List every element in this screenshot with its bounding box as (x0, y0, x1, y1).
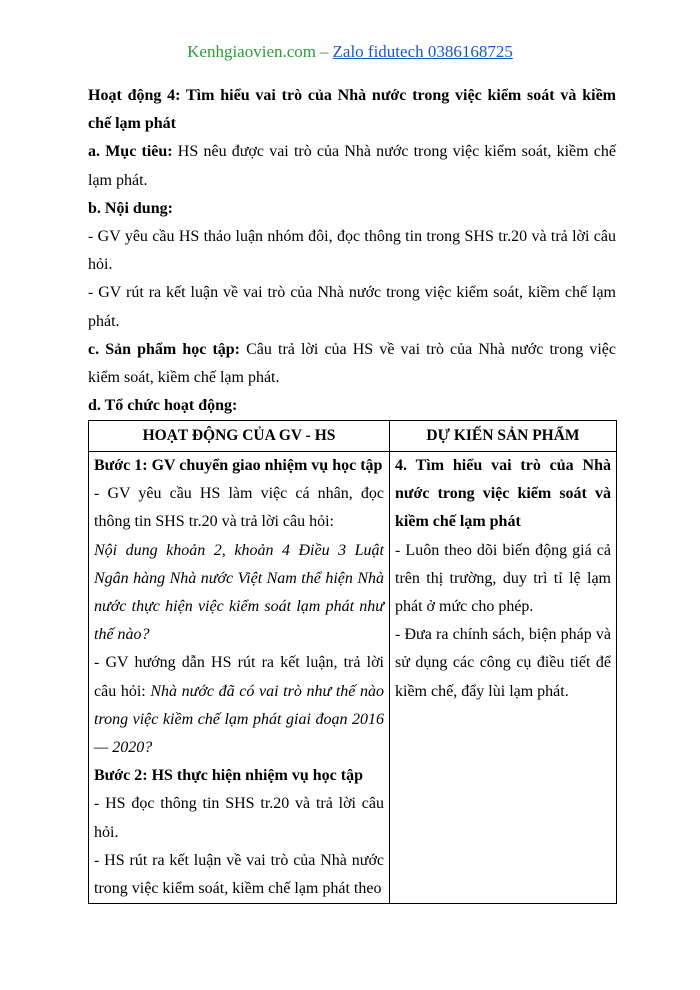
activity-title: Hoạt động 4: Tìm hiểu vai trò của Nhà nước trong việc kiểm soát và kiềm chế lạm phát (88, 87, 616, 133)
product-item: - Luôn theo dõi biến động giá cả trên thị trường, duy trì tỉ lệ lạm phát ở mức cho phép. (395, 541, 611, 616)
step2-item: - HS rút ra kết luận về vai trò của Nhà nước trong việc kiểm soát, kiềm chế lạm phát theo (94, 851, 384, 898)
page-header (0, 42, 700, 62)
header-separator: – (320, 42, 329, 61)
step1-title: Bước 1: GV chuyển giao nhiệm vụ học tập (94, 457, 383, 474)
step1-item: - GV yêu cầu HS làm việc cá nhân, đọc thông tin SHS tr.20 và trả lời câu hỏi: (94, 485, 384, 531)
header-expected-product: DỰ KIẾN SẢN PHẨM (390, 421, 617, 452)
product-section-title: 4. Tìm hiểu vai trò của Nhà nước trong việc kiểm soát và kiềm chế lạm phát (395, 457, 611, 531)
product-text: Câu trả lời của HS về vai trò của Nhà nước trong việc kiểm soát, kiềm chế lạm phát. (88, 340, 617, 387)
header-teacher-student: HOẠT ĐỘNG CỦA GV - HS (89, 421, 390, 452)
product-item: - Đưa ra chính sách, biện pháp và sử dụng các công cụ điều tiết để kiềm chế, đẩy lùi lạm phát. (395, 626, 611, 700)
step2-item: - HS đọc thông tin SHS tr.20 và trả lời câu hỏi. (94, 795, 384, 841)
step1-question: Nội dung khoản 2, khoản 4 Điều 3 Luật Ngân hàng Nhà nước Việt Nam thể hiện Nhà nước thực hiện việc kiểm soát lạm phát như thế nào? (94, 541, 384, 644)
product-paragraph (88, 336, 616, 392)
content-item: - GV rút ra kết luận về vai trò của Nhà nước trong việc kiểm soát, kiềm chế lạm phát. (88, 284, 616, 330)
step1-item2-text: - GV hướng dẫn HS rút ra kết luận, trả lời câu hỏi: (94, 654, 384, 700)
site-name[interactable]: Kenhgiaovien.com (187, 42, 317, 61)
product-label: c. Sản phẩm học tập: (88, 340, 241, 358)
products-cell (390, 452, 617, 904)
content-label: b. Nội dung: (88, 199, 173, 217)
table-header-row (89, 421, 617, 452)
objective-text: HS nêu được vai trò của Nhà nước trong việc kiểm soát, kiềm chế lạm phát. (88, 143, 616, 189)
organize-label: d. Tổ chức hoạt động: (88, 397, 238, 415)
step1-item (94, 649, 384, 762)
zalo-contact-link[interactable]: Zalo fidutech 0386168725 (332, 42, 513, 61)
table-row (89, 452, 617, 904)
content-item: - GV yêu cầu HS thảo luận nhóm đôi, đọc thông tin trong SHS tr.20 và trả lời câu hỏi. (88, 228, 616, 274)
document-body (88, 82, 616, 420)
objective-label: a. Mục tiêu: (88, 143, 173, 161)
objective-paragraph (88, 138, 616, 194)
step2-title: Bước 2: HS thực hiện nhiệm vụ học tập (94, 767, 363, 785)
step1-question2: Nhà nước đã có vai trò như thế nào trong việc kiềm chế lạm phát giai đoạn 2016 — 2020? (94, 682, 385, 757)
activity-table (88, 420, 617, 904)
activities-cell (89, 452, 390, 904)
